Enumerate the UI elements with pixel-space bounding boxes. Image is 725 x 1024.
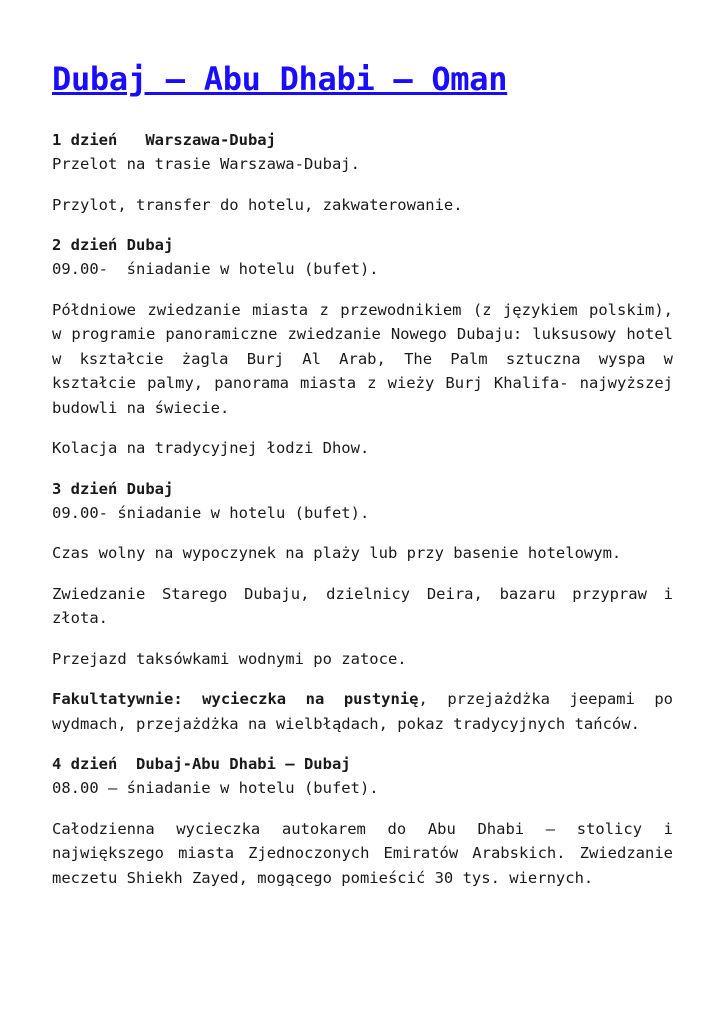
paragraph: 09.00- śniadanie w hotelu (bufet). <box>52 260 379 278</box>
optional-label: Fakultatywnie: wycieczka na pustynię <box>52 690 419 708</box>
paragraph: Kolacja na tradycyjnej łodzi Dhow. <box>52 439 370 457</box>
paragraph: Półdniowe zwiedzanie miasta z przewodnikiem (z językiem polskim), w programie panoramiczne zwiedzanie Nowego Dubaju: luksusowy hotel w kształcie żagla Burj Al Arab, The Palm sztuczna wyspa w kształcie palmy, panorama miasta z wieży Burj Khalifa- najwyższej budowli na świecie. <box>52 300 673 417</box>
day-section <box>52 477 673 737</box>
day-heading: 2 dzień Dubaj <box>52 236 174 254</box>
paragraph: Przejazd taksówkami wodnymi po zatoce. <box>52 649 407 668</box>
optional-excursion-paragraph <box>52 687 673 736</box>
optional-text: , przejażdżka jeepami po wydmach, przejażdżka na wielbłądach, pokaz tradycyjnych tańców. <box>52 690 673 733</box>
paragraph: 08.00 – śniadanie w hotelu (bufet). <box>52 779 379 797</box>
paragraph: Przylot, transfer do hotelu, zakwaterowanie. <box>52 195 463 214</box>
paragraph: Całodzienna wycieczka autokarem do Abu Dhabi – stolicy i największego miasta Zjednoczonych Emiratów Arabskich. Zwiedzanie meczetu Shiekh Zayed, mogącego pomieścić 30 tys. wiernych. <box>52 819 673 887</box>
day-heading: 4 dzień Dubaj-Abu Dhabi – Dubaj <box>52 755 351 773</box>
day-section <box>52 752 673 890</box>
day-section <box>52 128 673 217</box>
paragraph: Przelot na trasie Warszawa-Dubaj. <box>52 155 360 173</box>
paragraph: Zwiedzanie Starego Dubaju, dzielnicy Deira, bazaru przypraw i złota. <box>52 584 673 627</box>
day-heading: 3 dzień Dubaj <box>52 479 174 498</box>
paragraph: Czas wolny na wypoczynek na plaży lub przy basenie hotelowym. <box>52 544 622 562</box>
paragraph: 09.00- śniadanie w hotelu (bufet). <box>52 503 370 522</box>
day-section <box>52 233 673 461</box>
page-title-link[interactable]: Dubaj – Abu Dhabi – Oman <box>52 60 508 98</box>
day-heading: 1 dzień Warszawa-Dubaj <box>52 131 276 149</box>
document-page <box>52 58 673 906</box>
